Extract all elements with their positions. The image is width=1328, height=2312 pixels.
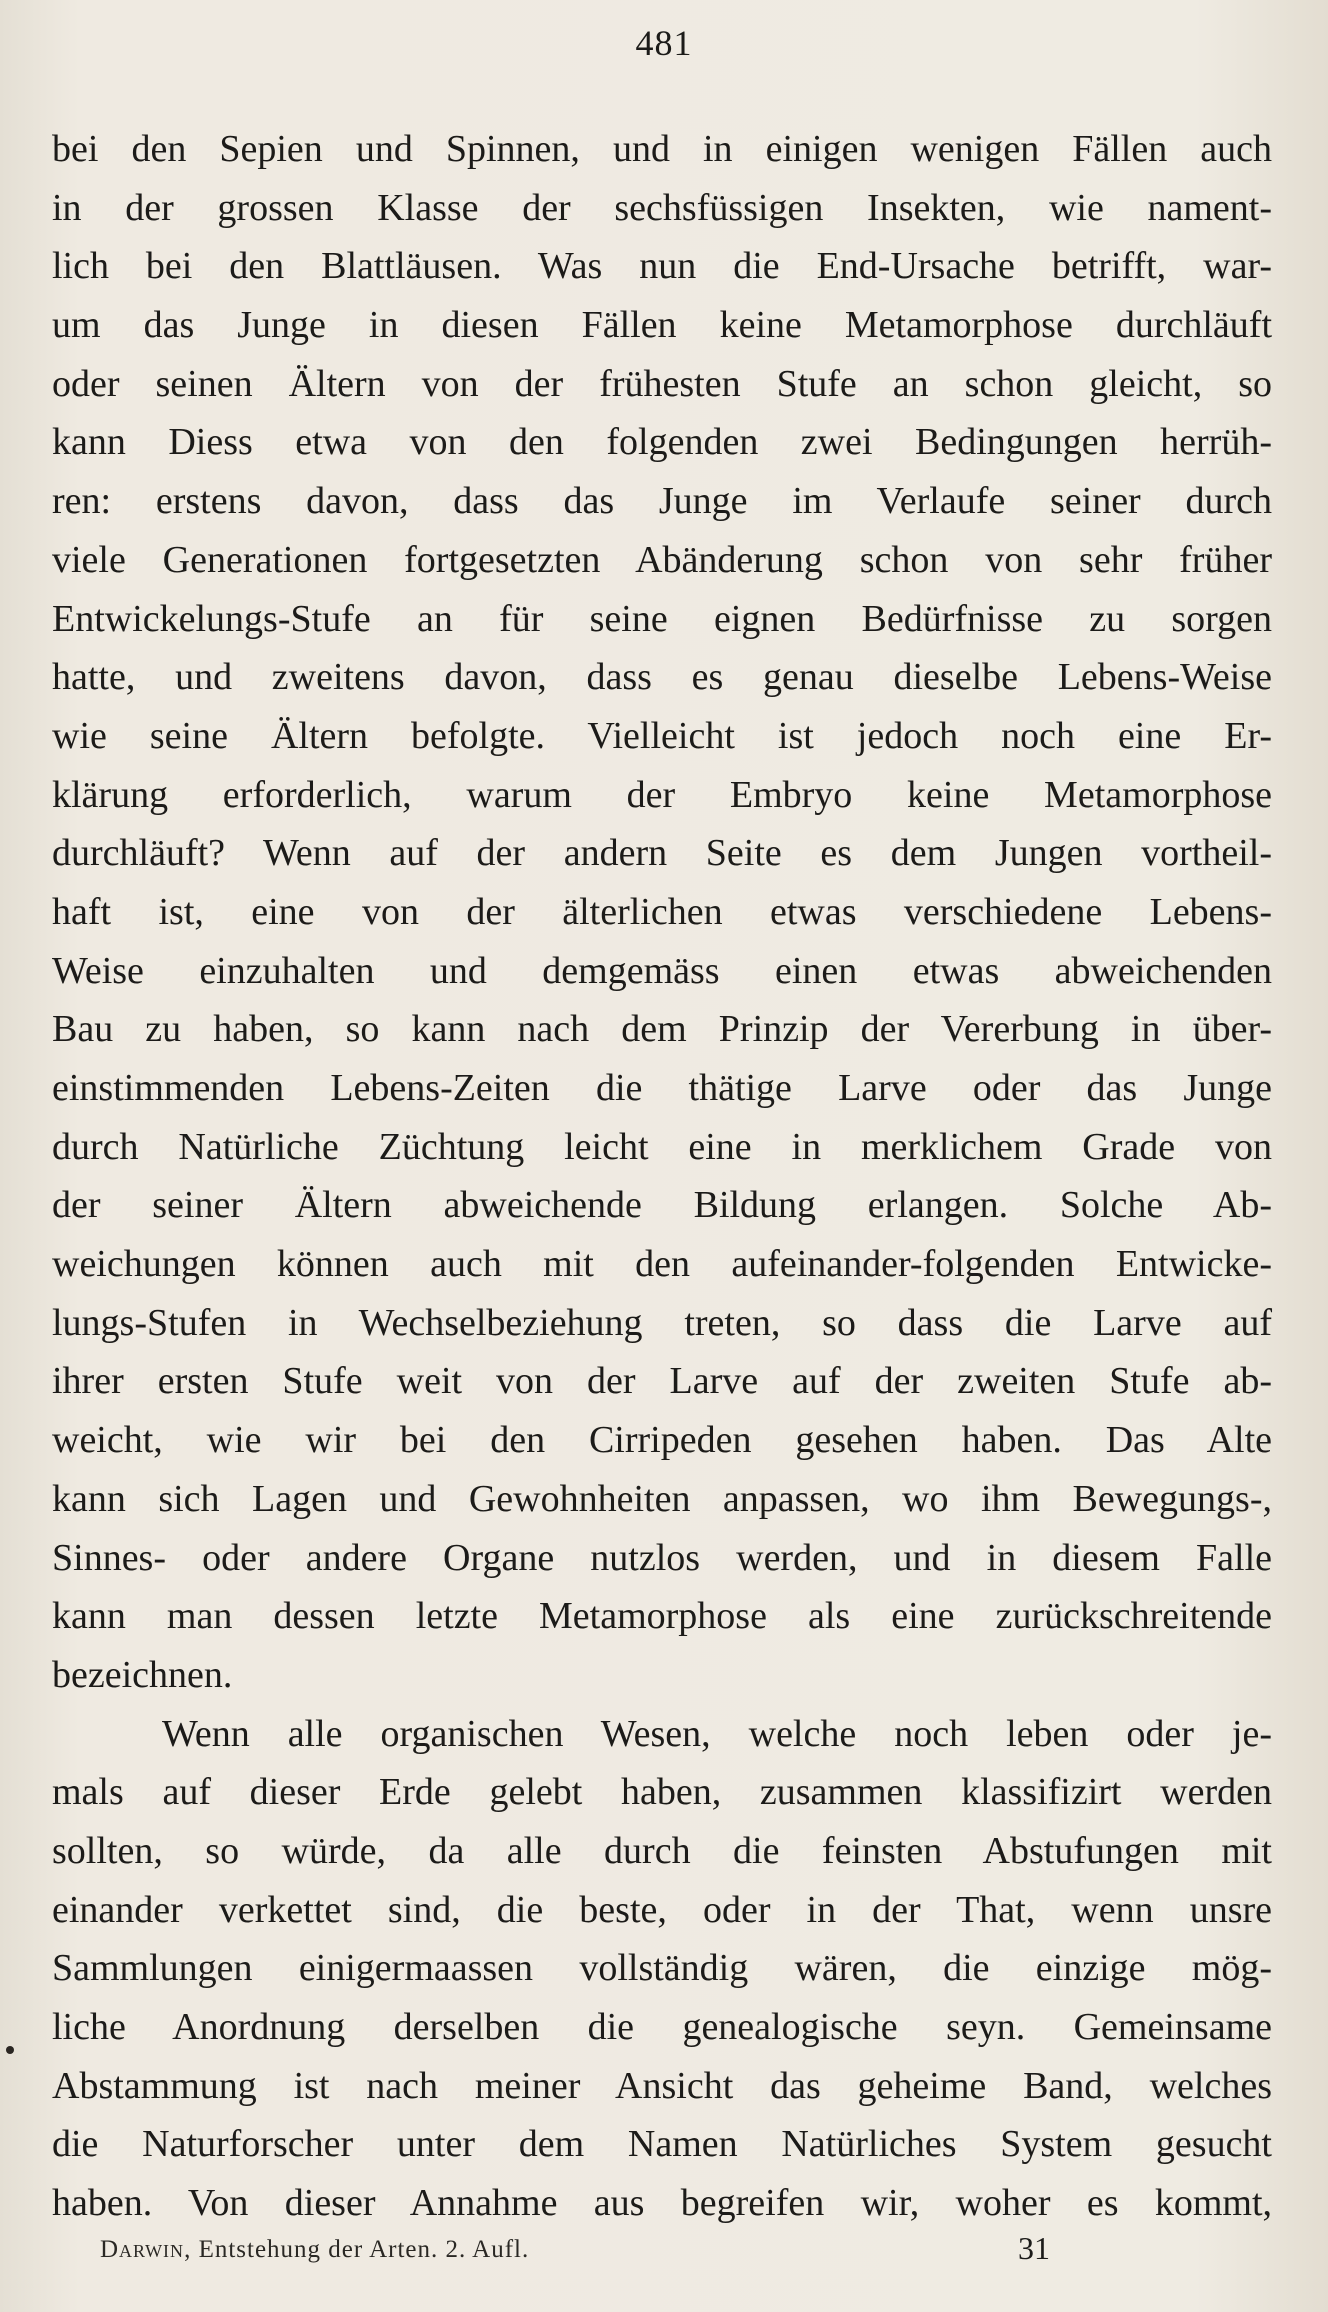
text-line: klärung erforderlich, warum der Embryo keine Metamorphose — [52, 773, 1272, 816]
body-text — [52, 120, 1272, 2233]
text-line: hatte, und zweitens davon, dass es genau dieselbe Lebens-Weise — [52, 656, 1272, 699]
text-line: bei den Sepien und Spinnen, und in einigen wenigen Fällen auch — [52, 128, 1272, 170]
text-line: bezeichnen. — [52, 1653, 233, 1696]
text-line: oder seinen Ältern von der frühesten Stufe an schon gleicht, so — [52, 362, 1272, 405]
text-line: Abstammung ist nach meiner Ansicht das geheime Band, welches — [52, 2064, 1272, 2107]
text-line: wie seine Ältern befolgte. Vielleicht ist jedoch noch eine Er- — [52, 714, 1272, 757]
text-line: kann Diess etwa von den folgenden zwei Bedingungen herrüh- — [52, 421, 1272, 464]
text-line: Weise einzuhalten und demgemäss einen etwas abweichenden — [52, 949, 1272, 992]
text-line: lungs-Stufen in Wechselbeziehung treten, so dass die Larve auf — [52, 1301, 1272, 1344]
text-line: sollten, so würde, da alle durch die feinsten Abstufungen mit — [52, 1829, 1272, 1872]
text-line: Bau zu haben, so kann nach dem Prinzip der Vererbung in über- — [52, 1008, 1272, 1051]
text-line: Wenn alle organischen Wesen, welche noch leben oder je- — [162, 1712, 1272, 1755]
signature-mark: 31 — [1018, 2230, 1050, 2266]
text-line: in der grossen Klasse der sechsfüssigen Insekten, wie nament- — [52, 186, 1272, 229]
margin-ink-dot — [6, 2046, 14, 2054]
text-line: weichungen können auch mit den aufeinander-folgenden Entwicke- — [52, 1243, 1272, 1286]
text-line: ihrer ersten Stufe weit von der Larve auf der zweiten Stufe ab- — [52, 1360, 1272, 1403]
text-line: haft ist, eine von der älterlichen etwas verschiedene Lebens- — [52, 890, 1272, 933]
text-line: einander verkettet sind, die beste, oder in der That, wenn unsre — [52, 1888, 1272, 1931]
text-line: weicht, wie wir bei den Cirripeden gesehen haben. Das Alte — [52, 1419, 1272, 1462]
text-line: Sinnes- oder andere Organe nutzlos werden, und in diesem Falle — [52, 1536, 1272, 1579]
text-line: Sammlungen einigermaassen vollständig wären, die einzige mög- — [52, 1947, 1272, 1990]
text-line: der seiner Ältern abweichende Bildung erlangen. Solche Ab- — [52, 1184, 1272, 1227]
footer-citation — [100, 2236, 529, 2264]
text-line: lich bei den Blattläusen. Was nun die End-Ursache betrifft, war- — [52, 245, 1272, 288]
text-line: einstimmenden Lebens-Zeiten die thätige Larve oder das Junge — [52, 1067, 1272, 1109]
text-line: Entwickelungs-Stufe an für seine eignen Bedürfnisse zu sorgen — [52, 597, 1272, 640]
text-line: mals auf dieser Erde gelebt haben, zusammen klassifizirt werden — [52, 1771, 1272, 1814]
page-number: 481 — [635, 23, 693, 63]
text-line: liche Anordnung derselben die genealogische seyn. Gemeinsame — [52, 2006, 1272, 2048]
paragraph — [52, 1705, 1272, 2233]
text-line: die Naturforscher unter dem Namen Natürliches System gesucht — [52, 2123, 1272, 2166]
paragraph — [52, 120, 1272, 1705]
text-line: durch Natürliche Züchtung leicht eine in merklichem Grade von — [52, 1125, 1272, 1168]
text-line: kann sich Lagen und Gewohnheiten anpassen, wo ihm Bewegungs-, — [52, 1477, 1272, 1520]
text-line: haben. Von dieser Annahme aus begreifen wir, woher es kommt, — [52, 2182, 1272, 2225]
footer-author: Darwin — [100, 2236, 185, 2263]
text-line: ren: erstens davon, dass das Junge im Verlaufe seiner durch — [52, 480, 1272, 523]
text-line: durchläuft? Wenn auf der andern Seite es dem Jungen vortheil- — [52, 832, 1272, 875]
footer-title: , Entstehung der Arten. 2. Aufl. — [184, 2236, 530, 2263]
text-line: kann man dessen letzte Metamorphose als eine zurückschreitende — [52, 1595, 1272, 1638]
text-line: viele Generationen fortgesetzten Abänderung schon von sehr früher — [52, 538, 1272, 581]
text-line: um das Junge in diesen Fällen keine Metamorphose durchläuft — [52, 304, 1272, 347]
